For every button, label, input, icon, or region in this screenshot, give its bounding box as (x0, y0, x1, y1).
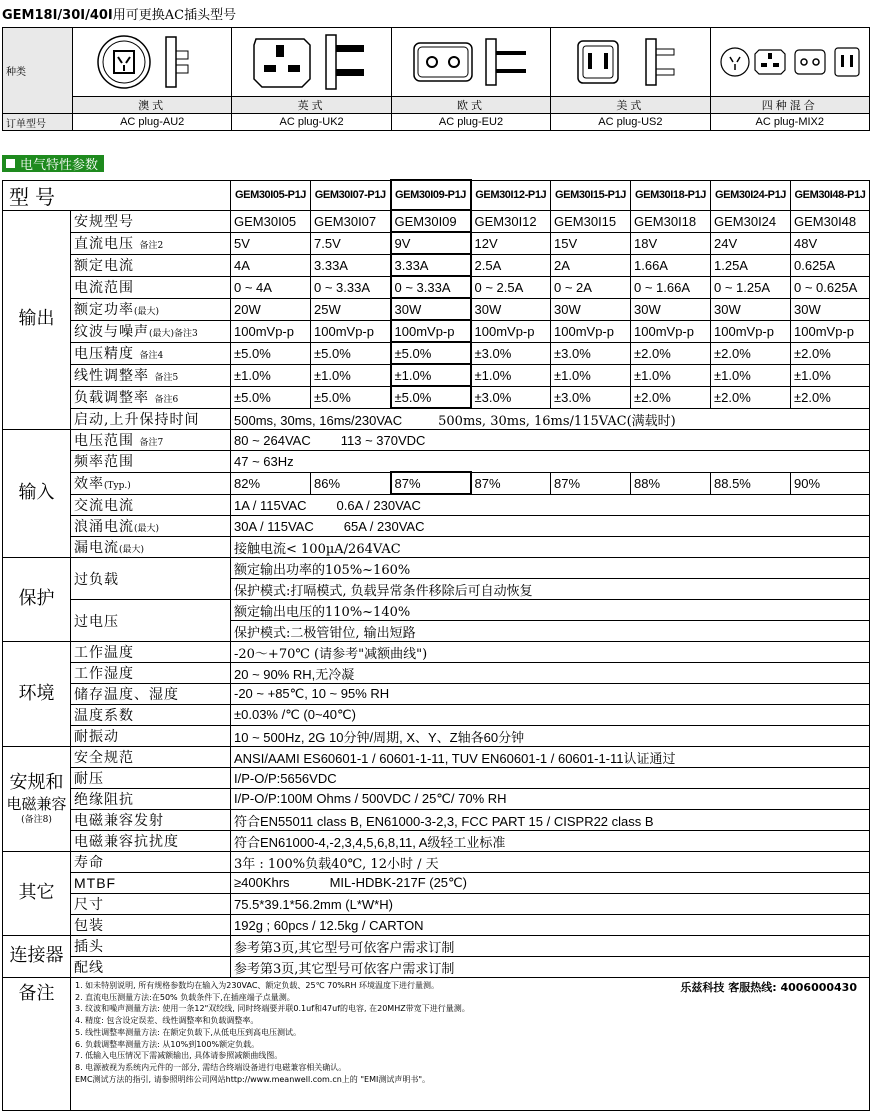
spec-value: 0 ~ 2A (551, 276, 631, 298)
spec-value: 3.33A (311, 254, 391, 276)
other-row-1 (3, 873, 870, 894)
note-line: 7. 低输入电压情况下需减额输出, 具体请参照减额曲线图。 (75, 1051, 283, 1061)
spec-item: 尺寸 (71, 894, 231, 915)
spec-value: 100mVp-p (711, 320, 791, 342)
note-line: 5. 线性调整率测量方法: 在额定负载下,从低电压到高电压测试。 (75, 1027, 301, 1037)
spec-value: GEM30I07 (311, 210, 391, 232)
spec-item: 额定电流 (71, 254, 231, 276)
connector-row-1 (3, 957, 870, 978)
model-label: 型号 (3, 180, 231, 210)
spec-value: 75.5*39.1*56.2mm (L*W*H) (231, 894, 870, 915)
spec-value: 100mVp-p (551, 320, 631, 342)
spec-value: 47 ~ 63Hz (231, 451, 870, 473)
spec-value: ±1.0% (231, 364, 311, 386)
plug-model-mix: AC plug-MIX2 (710, 114, 869, 131)
notes-block (71, 978, 870, 1111)
spec-value: 12V (471, 232, 551, 254)
spec-item: 过电压 (71, 600, 231, 642)
spec-value: GEM30I15 (551, 210, 631, 232)
spec-value: 符合EN55011 class B, EN61000-3-2,3, FCC PART 15 / CISPR22 class B (231, 810, 870, 831)
spec-value: 87% (551, 472, 631, 494)
spec-value: -20～+70℃ (请参考"减额曲线") (231, 642, 870, 663)
plug-type-au: 澳式 (73, 97, 232, 114)
spec-item: 纹波与噪声(最大)备注3 (71, 320, 231, 342)
spec-item: 绝缘阻抗 (71, 789, 231, 810)
spec-value: 0 ~ 1.66A (631, 276, 711, 298)
spec-value: 符合EN61000-4,-2,3,4,5,6,8,11, A级轻工业标准 (231, 831, 870, 852)
spec-value: 2A (551, 254, 631, 276)
output-row-6 (3, 342, 870, 364)
spec-value: 100mVp-p (391, 320, 471, 342)
spec-value: 参考第3页,其它型号可依客户需求订制 (231, 936, 870, 957)
spec-value: GEM30I09 (391, 210, 471, 232)
plug-model-us: AC plug-US2 (551, 114, 710, 131)
spec-value: ±2.0% (711, 386, 791, 408)
plug-us-image (551, 28, 710, 97)
us-plug-icon (570, 31, 690, 93)
spec-value: ±5.0% (311, 342, 391, 364)
plug-model-uk: AC plug-UK2 (232, 114, 391, 131)
model-header: GEM30I48-P1J (791, 180, 870, 210)
spec-value: 0 ~ 2.5A (471, 276, 551, 298)
spec-item: 电磁兼容发射 (71, 810, 231, 831)
spec-item: MTBF (71, 873, 231, 894)
spec-value: 0 ~ 1.25A (711, 276, 791, 298)
spec-value: GEM30I24 (711, 210, 791, 232)
spec-value: ±1.0% (631, 364, 711, 386)
spec-item: 线性调整率 备注5 (71, 364, 231, 386)
spec-value: 30W (711, 298, 791, 320)
category-protection: 保护 (3, 558, 71, 642)
category-other: 其它 (3, 852, 71, 936)
spec-item: 耐压 (71, 768, 231, 789)
output-row-5 (3, 320, 870, 342)
output-row-3 (3, 276, 870, 298)
spec-item: 安规型号 (71, 210, 231, 232)
plug-au-image (73, 28, 232, 97)
spec-value: ±1.0% (791, 364, 870, 386)
input-row-freq (3, 451, 870, 473)
category-connector: 连接器 (3, 936, 71, 978)
section-title: 电气特性参数 (20, 158, 99, 173)
output-row-startup (3, 408, 870, 430)
spec-value: 100mVp-p (791, 320, 870, 342)
spec-value: 30W (471, 298, 551, 320)
spec-value: 1.25A (711, 254, 791, 276)
spec-value: ±3.0% (551, 342, 631, 364)
spec-value: 20W (231, 298, 311, 320)
spec-item: 效率(Typ.) (71, 472, 231, 494)
spec-item: 漏电流(最大) (71, 537, 231, 558)
spec-item: 电流范围 (71, 276, 231, 298)
spec-value: ±3.0% (471, 342, 551, 364)
spec-value: 86% (311, 472, 391, 494)
other-row-3 (3, 915, 870, 936)
spec-value: 100mVp-p (311, 320, 391, 342)
category-input: 输入 (3, 430, 71, 558)
spec-value: ±5.0% (311, 386, 391, 408)
spec-value: ±2.0% (791, 342, 870, 364)
spec-value: 82% (231, 472, 311, 494)
spec-value: 18V (631, 232, 711, 254)
spec-value: 0 ~ 3.33A (391, 276, 471, 298)
spec-value: 24V (711, 232, 791, 254)
spec-value: 3年 : 100%负载40℃, 12小时 / 天 (231, 852, 870, 873)
spec-item: 浪涌电流(最大) (71, 516, 231, 537)
connector-row-0 (3, 936, 870, 957)
safety-row-3 (3, 810, 870, 831)
spec-value: 30W (391, 298, 471, 320)
spec-value: ±5.0% (231, 342, 311, 364)
spec-value: 3.33A (391, 254, 471, 276)
spec-item: 工作湿度 (71, 663, 231, 684)
plug-type-eu: 欧式 (391, 97, 550, 114)
spec-value: 20 ~ 90% RH,无冷凝 (231, 663, 870, 684)
square-icon (6, 159, 15, 168)
spec-value: GEM30I05 (231, 210, 311, 232)
spec-value: ±5.0% (391, 342, 471, 364)
spec-value: 保护模式:二极管钳位, 输出短路 (231, 621, 870, 642)
spec-value: 5V (231, 232, 311, 254)
protection-row-ol-1 (3, 558, 870, 579)
spec-value: GEM30I48 (791, 210, 870, 232)
spec-value: 500ms, 30ms, 16ms/230VAC 500ms, 30ms, 16ms/115VAC(满载时) (231, 408, 870, 430)
other-row-2 (3, 894, 870, 915)
model-header: GEM30I24-P1J (711, 180, 791, 210)
output-row-7 (3, 364, 870, 386)
spec-value: ±1.0% (551, 364, 631, 386)
spec-item: 包装 (71, 915, 231, 936)
spec-value: ±5.0% (391, 386, 471, 408)
spec-value: 30A / 115VAC 65A / 230VAC (231, 516, 870, 537)
spec-value: I/P-O/P:100M Ohms / 500VDC / 25℃/ 70% RH (231, 789, 870, 810)
spec-value: 0.625A (791, 254, 870, 276)
model-header: GEM30I18-P1J (631, 180, 711, 210)
plug-type-us: 美式 (551, 97, 710, 114)
spec-value: 30W (551, 298, 631, 320)
spec-value: 10 ~ 500Hz, 2G 10分钟/周期, X、Y、Z轴各60分钟 (231, 726, 870, 747)
safety-row-0 (3, 747, 870, 768)
spec-value: 90% (791, 472, 870, 494)
protection-row-ov-1 (3, 600, 870, 621)
note-line: 1. 如未特别说明, 所有规格参数均在输入为230VAC、额定负载、25℃ 70%RH 环境温度下进行量测。 (75, 981, 440, 990)
spec-value: 30W (631, 298, 711, 320)
model-header: GEM30I05-P1J (231, 180, 311, 210)
spec-value: ±2.0% (711, 342, 791, 364)
input-row-leak (3, 537, 870, 558)
output-row-2 (3, 254, 870, 276)
spec-item: 电磁兼容抗扰度 (71, 831, 231, 852)
au-plug-icon (92, 31, 212, 93)
category-environment: 环境 (3, 642, 71, 747)
spec-item: 温度系数 (71, 705, 231, 726)
env-row-2 (3, 684, 870, 705)
spec-item: 启动,上升保持时间 (71, 408, 231, 430)
spec-item: 工作温度 (71, 642, 231, 663)
spec-value: I/P-O/P:5656VDC (231, 768, 870, 789)
spec-item: 插头 (71, 936, 231, 957)
safety-row-1 (3, 768, 870, 789)
note-line: 6. 负载调整率测量方法: 从10%到100%额定负载。 (75, 1039, 260, 1049)
mix-plug-icon (715, 42, 865, 82)
spec-value: 88.5% (711, 472, 791, 494)
notes-row (3, 978, 870, 1111)
spec-item: 寿命 (71, 852, 231, 873)
uk-plug-icon (242, 31, 382, 93)
model-header: GEM30I15-P1J (551, 180, 631, 210)
spec-value: ±5.0% (231, 386, 311, 408)
spec-value: ±1.0% (311, 364, 391, 386)
spec-value: 7.5V (311, 232, 391, 254)
spec-value: 0 ~ 4A (231, 276, 311, 298)
plug-order-label: 订单型号 (3, 114, 73, 131)
output-row-4 (3, 298, 870, 320)
spec-value: ±0.03% /℃ (0~40℃) (231, 705, 870, 726)
spec-value: ±1.0% (711, 364, 791, 386)
spec-value: ±3.0% (471, 386, 551, 408)
spec-value: 1.66A (631, 254, 711, 276)
model-header: GEM30I09-P1J (391, 180, 471, 210)
title-text: 用可更换AC插头型号 (112, 8, 237, 23)
note-line: 4. 精度: 包含设定误差、线性调整率和负载调整率。 (75, 1016, 259, 1026)
spec-item: 频率范围 (71, 451, 231, 473)
spec-value: 100mVp-p (631, 320, 711, 342)
plug-model-au: AC plug-AU2 (73, 114, 232, 131)
plug-table (2, 27, 870, 131)
spec-value: ±3.0% (551, 386, 631, 408)
spec-table (2, 179, 870, 1111)
category-notes: 备注 (3, 978, 71, 1111)
note-line: 8. 电源被视为系统内元件的一部分, 需结合终端设备进行电磁兼容相关确认。 (75, 1062, 347, 1072)
other-row-0 (3, 852, 870, 873)
spec-item: 配线 (71, 957, 231, 978)
title-model: GEM18I/30I/40I (2, 8, 113, 23)
spec-value: 15V (551, 232, 631, 254)
spec-item: 交流电流 (71, 494, 231, 516)
note-line: 2. 直流电压测量方法:在50% 负载条件下,在插座端子点量测。 (75, 992, 295, 1002)
spec-value: ±2.0% (631, 386, 711, 408)
plug-mix-image (710, 28, 869, 97)
spec-value: ANSI/AAMI ES60601-1 / 60601-1-11, TUV EN60601-1 / 60601-1-11认证通过 (231, 747, 870, 768)
spec-item: 额定功率(最大) (71, 298, 231, 320)
input-row-inrush (3, 516, 870, 537)
spec-value: 0 ~ 3.33A (311, 276, 391, 298)
spec-value: 88% (631, 472, 711, 494)
spec-item: 负载调整率 备注6 (71, 386, 231, 408)
plug-uk-image (232, 28, 391, 97)
category-output: 输出 (3, 210, 71, 430)
note-line: EMC测试方法的指引, 请参照明纬公司网站http://www.meanwell.com.cn上的 "EMI测试声明书"。 (75, 1074, 431, 1084)
model-header: GEM30I12-P1J (471, 180, 551, 210)
spec-value: ±1.0% (471, 364, 551, 386)
spec-value: 9V (391, 232, 471, 254)
spec-item: 过负载 (71, 558, 231, 600)
spec-value: 2.5A (471, 254, 551, 276)
env-row-0 (3, 642, 870, 663)
input-row-ac (3, 494, 870, 516)
output-row-1 (3, 232, 870, 254)
spec-item: 储存温度、湿度 (71, 684, 231, 705)
plug-eu-image (391, 28, 550, 97)
spec-value: 25W (311, 298, 391, 320)
eu-plug-icon (406, 31, 536, 93)
plug-type-mix: 四种混合 (710, 97, 869, 114)
spec-value: ±1.0% (391, 364, 471, 386)
category-safety: 安规和 电磁兼容 (备注8) (3, 747, 71, 852)
spec-value: 30W (791, 298, 870, 320)
spec-item: 耐振动 (71, 726, 231, 747)
spec-value: 额定输出电压的110%~140% (231, 600, 870, 621)
input-row-eff (3, 472, 870, 494)
spec-value: 接触电流< 100µA/264VAC (231, 537, 870, 558)
spec-value: 192g ; 60pcs / 12.5kg / CARTON (231, 915, 870, 936)
input-row-voltage (3, 430, 870, 451)
output-row-8 (3, 386, 870, 408)
env-row-4 (3, 726, 870, 747)
section-header (2, 155, 104, 172)
spec-value: 87% (391, 472, 471, 494)
spec-value: 1A / 115VAC 0.6A / 230VAC (231, 494, 870, 516)
spec-item: 电压范围 备注7 (71, 430, 231, 451)
spec-value: 100mVp-p (231, 320, 311, 342)
plug-model-eu: AC plug-EU2 (391, 114, 550, 131)
plug-kind-label: 种类 (3, 28, 73, 114)
spec-value: 保护模式:打嗝模式, 负载异常条件移除后可自动恢复 (231, 579, 870, 600)
env-row-1 (3, 663, 870, 684)
spec-item: 电压精度 备注4 (71, 342, 231, 364)
spec-value: ±2.0% (791, 386, 870, 408)
safety-row-4 (3, 831, 870, 852)
plug-type-uk: 英式 (232, 97, 391, 114)
spec-value: -20 ~ +85℃, 10 ~ 95% RH (231, 684, 870, 705)
spec-value: 48V (791, 232, 870, 254)
spec-item: 直流电压 备注2 (71, 232, 231, 254)
safety-row-2 (3, 789, 870, 810)
spec-value: 80 ~ 264VAC 113 ~ 370VDC (231, 430, 870, 451)
spec-value: GEM30I12 (471, 210, 551, 232)
hotline-text: 乐兹科技 客服热线: 4006000430 (680, 981, 857, 994)
spec-value: ±2.0% (631, 342, 711, 364)
page-title (2, 4, 236, 23)
spec-value: 4A (231, 254, 311, 276)
model-header: GEM30I07-P1J (311, 180, 391, 210)
env-row-3 (3, 705, 870, 726)
spec-value: GEM30I18 (631, 210, 711, 232)
spec-item: 安全规范 (71, 747, 231, 768)
spec-value: 参考第3页,其它型号可依客户需求订制 (231, 957, 870, 978)
spec-value: 87% (471, 472, 551, 494)
spec-value: 额定输出功率的105%~160% (231, 558, 870, 579)
spec-value: ≥400Khrs MIL-HDBK-217F (25℃) (231, 873, 870, 894)
note-line: 3. 纹波和噪声测量方法: 使用一条12"双绞线, 同时终端要并联0.1uf和47uf的电容, 在20MHZ带宽下进行量测。 (75, 1004, 470, 1014)
spec-value: 0 ~ 0.625A (791, 276, 870, 298)
spec-value: 100mVp-p (471, 320, 551, 342)
output-row-0 (3, 210, 870, 232)
